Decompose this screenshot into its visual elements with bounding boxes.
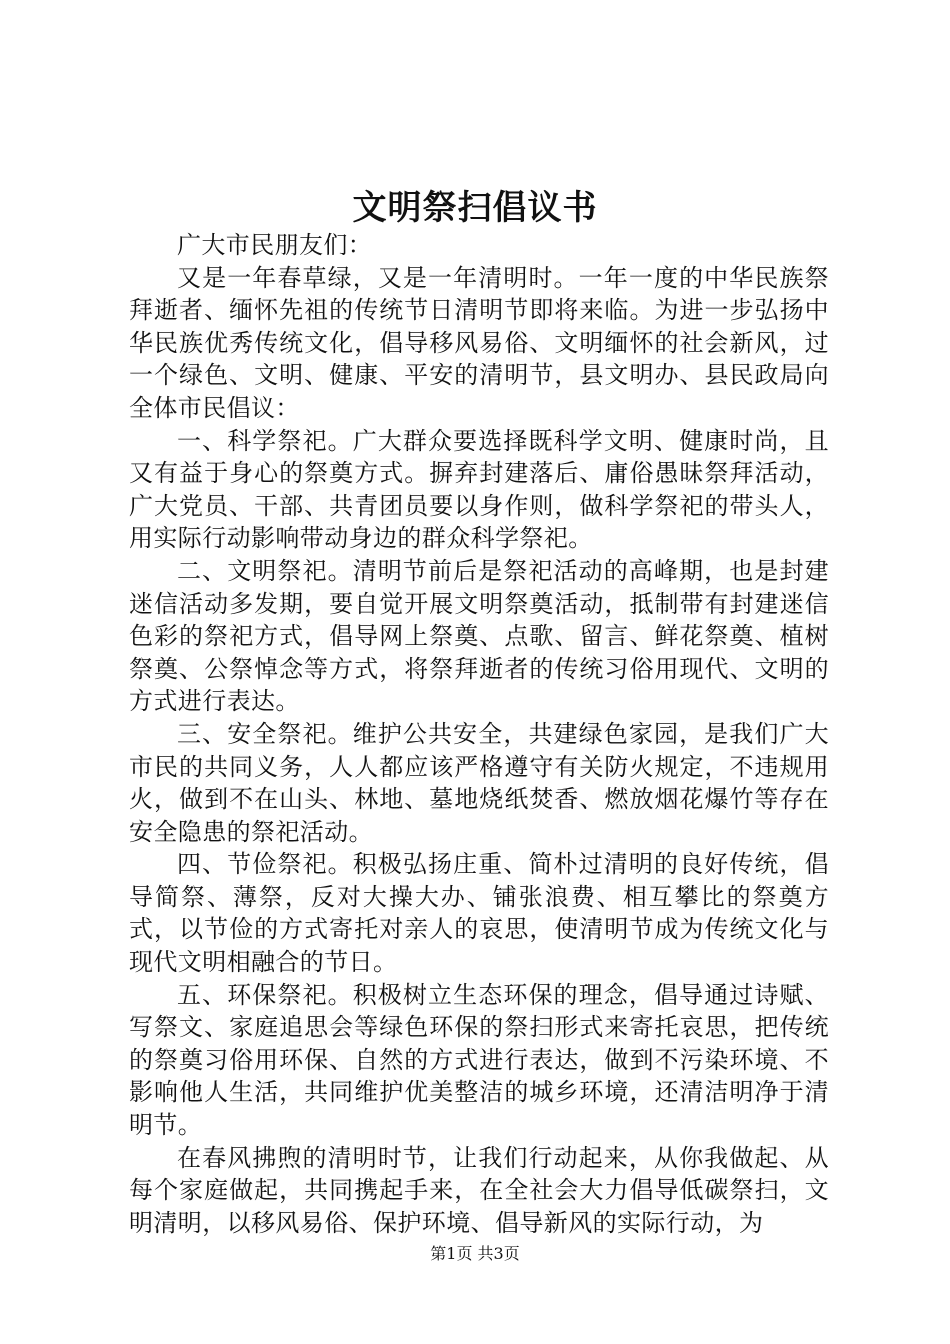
closing-paragraph: 在春风拂煦的清明时节，让我们行动起来，从你我做起、从每个家庭做起，共同携起手来，在全社会大力倡导低碳祭扫，文明清明，以移风易俗、保护环境、倡导新风的实际行动，为 bbox=[129, 1143, 829, 1237]
item-1-paragraph: 一、科学祭祀。广大群众要选择既科学文明、健康时尚，且又有益于身心的祭奠方式。摒弃封建落后、庸俗愚昧祭拜活动，广大党员、干部、共青团员要以身作则，做科学祭祀的带头人，用实际行动影响带动身边的群众科学祭祀。 bbox=[129, 426, 829, 553]
item-2-paragraph: 二、文明祭祀。清明节前后是祭祀活动的高峰期，也是封建迷信活动多发期，要自觉开展文明祭奠活动，抵制带有封建迷信色彩的祭祀方式，倡导网上祭奠、点歌、留言、鲜花祭奠、植树祭奠、公祭悼念等方式，将祭拜逝者的传统习俗用现代、文明的方式进行表达。 bbox=[129, 556, 829, 716]
document-body bbox=[129, 229, 829, 1239]
item-4-paragraph: 四、节俭祭祀。积极弘扬庄重、简朴过清明的良好传统，倡导简祭、薄祭，反对大操大办、铺张浪费、相互攀比的祭奠方式，以节俭的方式寄托对亲人的哀思，使清明节成为传统文化与现代文明相融合的节日。 bbox=[129, 850, 829, 977]
document-title: 文明祭扫倡议书 bbox=[352, 188, 598, 228]
item-3-paragraph: 三、安全祭祀。维护公共安全，共建绿色家园，是我们广大市民的共同义务，人人都应该严格遵守有关防火规定，不违规用火，做到不在山头、林地、墓地烧纸焚香、燃放烟花爆竹等存在安全隐患的祭祀活动。 bbox=[129, 719, 829, 846]
intro-paragraph: 又是一年春草绿，又是一年清明时。一年一度的中华民族祭拜逝者、缅怀先祖的传统节日清明节即将来临。为进一步弘扬中华民族优秀传统文化，倡导移风易俗、文明缅怀的社会新风，过一个绿色、文明、健康、平安的清明节，县文明办、县民政局向全体市民倡议： bbox=[129, 263, 829, 422]
item-5-paragraph: 五、环保祭祀。积极树立生态环保的理念，倡导通过诗赋、写祭文、家庭追思会等绿色环保的祭扫形式来寄托哀思，把传统的祭奠习俗用环保、自然的方式进行表达，做到不污染环境、不影响他人生活，共同维护优美整洁的城乡环境，还清洁明净于清明节。 bbox=[129, 980, 829, 1140]
salutation-paragraph: 广大市民朋友们： bbox=[177, 231, 373, 259]
page-footer: 第1页 共3页 bbox=[430, 1244, 520, 1263]
